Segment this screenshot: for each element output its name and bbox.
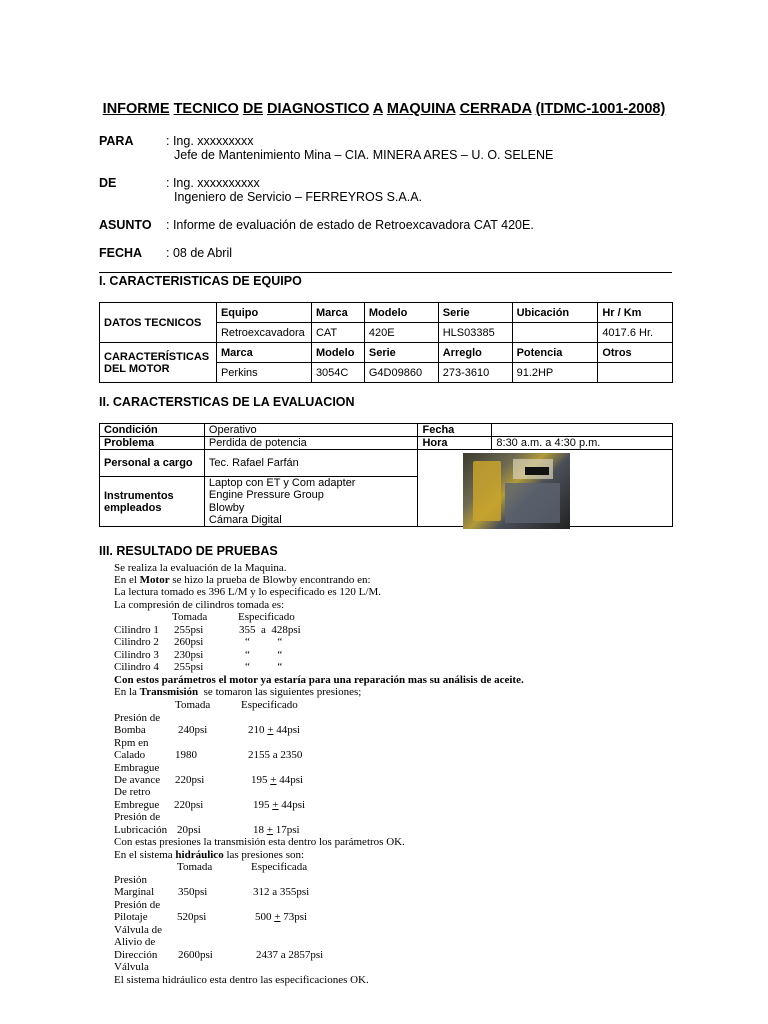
column-header: Tomada [177,861,213,873]
row-espec: 195 + 44psi [253,799,306,811]
row-label: Calado [114,749,146,761]
asunto-label: ASUNTO [99,218,152,232]
section-3-title: III. RESULTADO DE PRUEBAS [99,544,278,558]
machine-photo [463,453,570,529]
title-word: TECNICO [173,101,239,117]
list-item: Cámara Digital [208,513,282,526]
table-header-cell: Ubicación [512,303,598,323]
list-item: Blowby [208,501,245,514]
row-label: Presión [114,874,147,886]
cylinder-tomada: 260psi [174,636,204,648]
table-header-cell: Marca [216,343,311,363]
paragraph-line: La compresión de cilindros tomada es: [114,599,285,611]
column-header: Especificado [238,611,295,623]
table-row [100,343,673,363]
row-label: Lubricación [114,824,168,836]
equipment-table [99,302,673,383]
bold-term: hidráulico [175,849,224,861]
column-header: Tomada [175,699,211,711]
table-header-cell: Serie [438,303,512,323]
text-span: En la [114,686,140,698]
title-word: INFORME [102,101,170,117]
fecha-label: FECHA [99,246,143,260]
row-espec: 210 + 44psi [248,724,301,736]
row-label: De avance [114,774,161,786]
row-label: Rpm en [114,737,149,749]
table-row [100,450,673,477]
row-espec: 312 a 355psi [253,886,310,898]
paragraph-line: La lectura tomado es 396 L/M y lo especificado es 120 L/M. [114,586,381,598]
cylinder-name: Cilindro 2 [114,636,159,648]
fecha-value: : 08 de Abril [166,246,233,260]
table-cell: 4017.6 Hr. [598,323,673,343]
cylinder-espec: “ “ [245,661,283,673]
para-label: PARA [99,134,134,148]
instrumentos-label-line: Instrumentos [104,489,174,502]
column-header: Especificado [241,699,298,711]
text-span: En el sistema [114,849,176,861]
row-tomada: 520psi [177,911,207,923]
table-header-cell: Otros [598,343,673,363]
text-span: se tomaron las siguientes presiones; [198,686,362,698]
title-word: A [372,101,383,117]
table-cell: 273-3610 [438,363,512,383]
problema-value: Perdida de potencia [204,437,418,450]
fecha-eval-value [492,424,673,437]
title-word: CERRADA [459,101,532,117]
cylinder-espec: “ “ [245,649,283,661]
row-label: Válvula de [114,924,162,936]
table-cell [598,363,673,383]
asunto-value: : Informe de evaluación de estado de Retroexcavadora CAT 420E. [166,218,534,232]
cylinder-name: Cilindro 4 [114,661,159,673]
row-label: Presión de [114,811,161,823]
bold-term: Transmisión [139,686,199,698]
bold-term: Motor [139,574,170,586]
paragraph-line: Se realiza la evaluación de la Maquina. [114,562,287,574]
section-1-title: I. CARACTERISTICAS DE EQUIPO [99,274,302,288]
condicion-value: Operativo [204,424,418,437]
table-header-cell: Serie [364,343,438,363]
motor-conclusion: Con estos parámetros el motor ya estaría para una reparación mas su análisis de aceite. [114,674,524,686]
trans-conclusion: Con estas presiones la transmisión esta dentro los parámetros OK. [114,836,405,848]
fecha-eval-label: Fecha [418,424,492,437]
cylinder-tomada: 255psi [174,624,204,636]
column-header: Tomada [172,611,208,623]
de-line2: Ingeniero de Servicio – FERREYROS S.A.A. [174,190,423,204]
row-tomada: 220psi [175,774,205,786]
de-line1: : Ing. xxxxxxxxxx [166,176,260,190]
paragraph-line [114,574,371,586]
table-header-cell: Modelo [364,303,438,323]
row-espec: 500 + 73psi [255,911,308,923]
table-cell: 3054C [311,363,364,383]
hid-conclusion: El sistema hidráulico esta dentro las especificaciones OK. [114,974,369,986]
title-word: MAQUINA [386,101,456,117]
row-espec: 2437 a 2857psi [256,949,324,961]
table-cell: Retroexcavadora [216,323,311,343]
de-label: DE [99,176,117,190]
personal-label: Personal a cargo [100,450,205,477]
title-code: (ITDMC-1001-2008) [535,101,666,117]
cylinder-name: Cilindro 3 [114,649,159,661]
row-label: Alivio de [114,936,156,948]
row-label: Presión de [114,899,161,911]
motor-label [100,343,217,383]
table-row [100,437,673,450]
problema-label: Problema [100,437,205,450]
document-title [0,101,768,117]
row-tomada: 2600psi [178,949,213,961]
title-word: DE [242,101,263,117]
row-label: Válvula [114,961,149,973]
cylinder-tomada: 255psi [174,661,204,673]
row-label: Embrague [114,762,160,774]
motor-label-line: DEL MOTOR [104,362,170,375]
table-header-cell: Arreglo [438,343,512,363]
table-cell: G4D09860 [364,363,438,383]
text-span: las presiones son: [223,849,305,861]
row-label: Pilotaje [114,911,148,923]
column-header: Especificada [251,861,308,873]
instrumentos-list [204,477,418,527]
hora-value: 8:30 a.m. a 4:30 p.m. [492,437,673,450]
table-header-cell: Potencia [512,343,598,363]
list-item: Engine Pressure Group [208,489,324,502]
section-divider [99,272,672,273]
table-header-cell: Hr / Km [598,303,673,323]
row-tomada: 220psi [174,799,204,811]
instrumentos-label [100,477,205,527]
para-line2: Jefe de Mantenimiento Mina – CIA. MINERA ARES – U. O. SELENE [174,148,554,162]
cylinder-espec: 355 a 428psi [239,624,301,636]
motor-label-line: CARACTERÍSTICAS [104,350,210,363]
condicion-label: Condición [100,424,205,437]
table-cell: HLS03385 [438,323,512,343]
text-span: se hizo la prueba de Blowby encontrando en: [169,574,371,586]
list-item: Laptop con ET y Com adapter [208,477,356,489]
row-espec: 2155 a 2350 [248,749,303,761]
table-cell: 91.2HP [512,363,598,383]
paragraph-line [114,849,304,861]
hora-label: Hora [418,437,492,450]
title-word: DIAGNOSTICO [267,101,370,117]
table-cell: Perkins [216,363,311,383]
row-label: De retro [114,786,151,798]
row-tomada: 350psi [178,886,208,898]
row-tomada: 1980 [175,749,197,761]
row-label: Embregue [114,799,160,811]
text-span: En el [114,574,140,586]
table-row [100,303,673,323]
section-2-title: II. CARACTERSTICAS DE LA EVALUACION [99,395,355,409]
row-tomada: 240psi [178,724,208,736]
cylinder-name: Cilindro 1 [114,624,159,636]
datos-tecnicos-label: DATOS TECNICOS [100,303,217,343]
row-espec: 18 + 17psi [253,824,300,836]
table-cell [512,323,598,343]
row-label: Presión de [114,712,161,724]
row-label: Marginal [114,886,155,898]
row-tomada: 20psi [177,824,201,836]
table-header-cell: Marca [311,303,364,323]
para-line1: : Ing. xxxxxxxxx [166,134,254,148]
instrumentos-label-line: empleados [104,501,162,514]
table-header-cell: Modelo [311,343,364,363]
evaluation-table [99,423,673,527]
table-cell: CAT [311,323,364,343]
table-row [100,424,673,437]
row-label: Bomba [114,724,146,736]
paragraph-line [114,686,361,698]
cylinder-espec: “ “ [245,636,283,648]
table-header-cell: Equipo [216,303,311,323]
table-cell: 420E [364,323,438,343]
personal-value: Tec. Rafael Farfán [204,450,418,477]
row-espec: 195 + 44psi [251,774,304,786]
cylinder-tomada: 230psi [174,649,204,661]
row-label: Dirección [114,949,158,961]
